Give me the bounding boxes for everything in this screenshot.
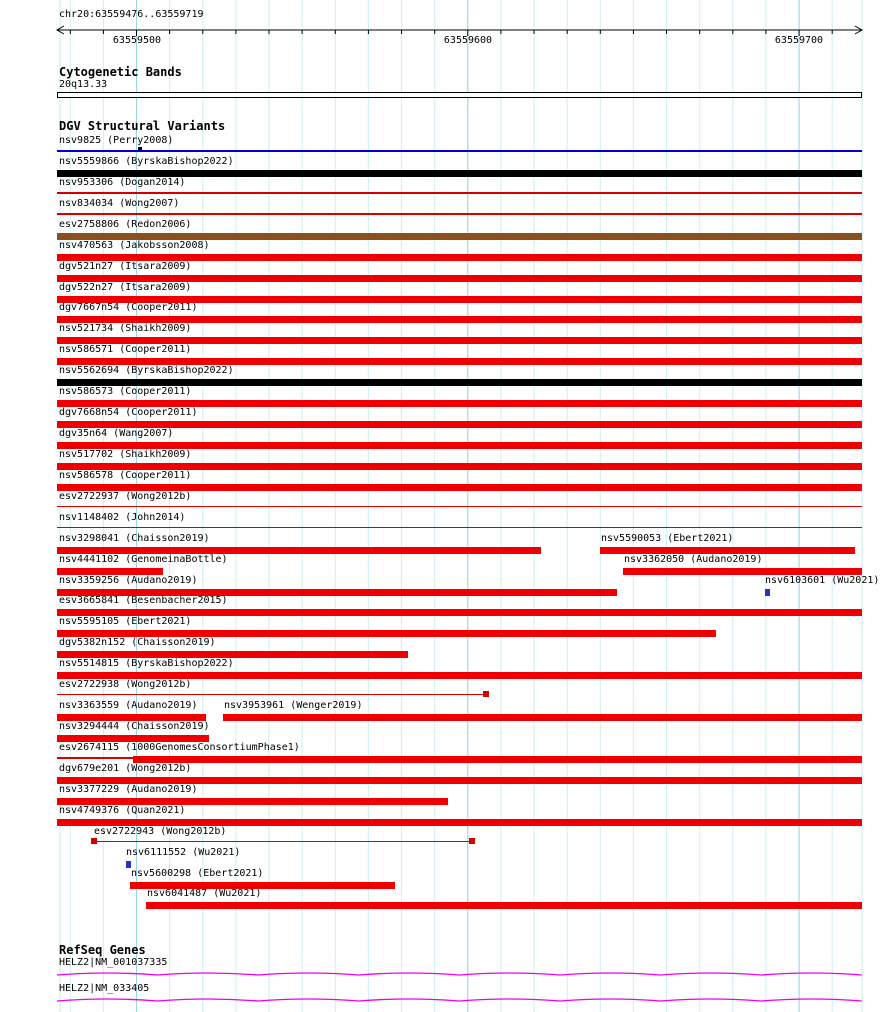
variant-bar-nsv586571[interactable] [57,358,862,365]
variant-line-nsv9825[interactable] [57,150,862,152]
variant-bar-nsv586573[interactable] [57,400,862,407]
variant-label-nsv3953961: nsv3953961 (Wenger2019) [224,700,363,711]
variant-bar-dgv7668n54[interactable] [57,421,862,428]
variant-label-nsv3377229: nsv3377229 (Audano2019) [59,784,198,795]
variant-label-nsv586573: nsv586573 (Cooper2011) [59,386,192,397]
variant-label-dgv522n27: dgv522n27 (Itsara2009) [59,282,192,293]
variant-line-esv2722938[interactable] [57,694,488,695]
variant-label-nsv5559866: nsv5559866 (ByrskaBishop2022) [59,156,234,167]
variant-bar-nsv521734[interactable] [57,337,862,344]
variant-label-esv2722938: esv2722938 (Wong2012b) [59,679,192,690]
variant-label-nsv5590053: nsv5590053 (Ebert2021) [601,533,734,544]
variant-bar-nsv3298041[interactable] [57,547,541,554]
variant-bar-nsv5595105[interactable] [57,630,716,637]
variant-bar-esv2674115[interactable] [133,756,862,763]
variant-bar-nsv3294444[interactable] [57,735,209,742]
variant-bar-nsv5590053[interactable] [600,547,855,554]
variant-point-marker-nsv6111552[interactable] [126,861,131,868]
variant-line-esv2722937[interactable] [57,506,862,507]
variant-line-nsv1148402[interactable] [57,527,862,528]
variant-label-nsv521734: nsv521734 (Shaikh2009) [59,323,192,334]
section-title-cytogenetic-bands: Cytogenetic Bands [59,65,182,79]
variant-marker-tick-nsv9825 [138,147,142,150]
variant-bar-nsv5559866[interactable] [57,170,862,177]
variant-label-nsv3363559: nsv3363559 (Audano2019) [59,700,198,711]
cytoband-bar [57,92,862,98]
variant-label-esv2722937: esv2722937 (Wong2012b) [59,491,192,502]
variant-label-nsv6103601: nsv6103601 (Wu2021) [765,575,880,586]
variant-bar-nsv586578[interactable] [57,484,862,491]
gene-label-helz2-nm001037335: HELZ2|NM_001037335 [59,957,168,968]
variant-label-nsv9825: nsv9825 (Perry2008) [59,135,174,146]
variant-label-nsv3362050: nsv3362050 (Audano2019) [624,554,763,565]
variant-label-nsv834034: nsv834034 (Wong2007) [59,198,180,209]
variant-bar-nsv4749376[interactable] [57,819,862,826]
variant-bar-nsv3363559[interactable] [57,714,206,721]
section-title-refseq-genes: RefSeq Genes [59,943,146,957]
variant-bar-dgv5382n152[interactable] [57,651,408,658]
variant-line-nsv834034[interactable] [57,213,862,215]
variant-endbox-right-esv2722938[interactable] [483,691,489,697]
variant-label-nsv5595105: nsv5595105 (Ebert2021) [59,616,192,627]
variant-bar-nsv6041487[interactable] [146,902,862,909]
variant-bar-nsv5562694[interactable] [57,379,862,386]
variant-label-dgv7667n54: dgv7667n54 (Cooper2011) [59,302,198,313]
variant-label-dgv7668n54: dgv7668n54 (Cooper2011) [59,407,198,418]
variant-label-dgv679e201: dgv679e201 (Wong2012b) [59,763,192,774]
variant-label-nsv3294444: nsv3294444 (Chaisson2019) [59,721,210,732]
variant-label-nsv3359256: nsv3359256 (Audano2019) [59,575,198,586]
variant-label-nsv470563: nsv470563 (Jakobsson2008) [59,240,210,251]
variant-label-dgv35n64: dgv35n64 (Wang2007) [59,428,174,439]
variant-bar-nsv3377229[interactable] [57,798,448,805]
variant-label-dgv5382n152: dgv5382n152 (Chaisson2019) [59,637,216,648]
variant-label-nsv953306: nsv953306 (Dogan2014) [59,177,186,188]
variant-point-marker-nsv6103601[interactable] [765,589,770,596]
variant-label-nsv4749376: nsv4749376 (Quan2021) [59,805,186,816]
variant-label-nsv586571: nsv586571 (Cooper2011) [59,344,192,355]
variant-label-esv3665841: esv3665841 (Besenbacher2015) [59,595,228,606]
variant-leading-line-esv2674115[interactable] [57,757,133,759]
variant-bar-dgv521n27[interactable] [57,275,862,282]
variant-bar-nsv517702[interactable] [57,463,862,470]
ruler-tick-label: 63559500 [112,35,162,46]
gene-label-helz2-nm033405: HELZ2|NM_033405 [59,983,150,994]
variant-label-nsv586578: nsv586578 (Cooper2011) [59,470,192,481]
variant-label-nsv6041487: nsv6041487 (Wu2021) [147,888,262,899]
variant-bar-nsv5514815[interactable] [57,672,862,679]
variant-label-nsv5562694: nsv5562694 (ByrskaBishop2022) [59,365,234,376]
variant-line-esv2722943[interactable] [93,841,474,842]
ruler-tick-label: 63559600 [443,35,493,46]
gene-intron-line-0[interactable] [57,973,862,975]
ruler-tick-label: 63559700 [774,35,824,46]
variant-label-esv2674115: esv2674115 (1000GenomesConsortiumPhase1) [59,742,300,753]
region-title: chr20:63559476..63559719 [59,9,204,20]
variant-label-nsv5514815: nsv5514815 (ByrskaBishop2022) [59,658,234,669]
variant-bar-esv2758806[interactable] [57,233,862,240]
variant-label-nsv5600298: nsv5600298 (Ebert2021) [131,868,264,879]
variant-label-nsv3298041: nsv3298041 (Chaisson2019) [59,533,210,544]
variant-bar-dgv679e201[interactable] [57,777,862,784]
variant-bar-nsv3953961[interactable] [223,714,862,721]
variant-endbox-right-esv2722943[interactable] [469,838,475,844]
variant-line-nsv953306[interactable] [57,192,862,194]
variant-bar-nsv470563[interactable] [57,254,862,261]
variant-bar-nsv3362050[interactable] [623,568,862,575]
variant-label-esv2758806: esv2758806 (Redon2006) [59,219,192,230]
cytoband-name: 20q13.33 [59,79,108,90]
variant-label-dgv521n27: dgv521n27 (Itsara2009) [59,261,192,272]
variant-bar-esv3665841[interactable] [57,609,862,616]
gene-intron-line-1[interactable] [57,999,862,1001]
variant-label-esv2722943: esv2722943 (Wong2012b) [94,826,227,837]
variant-bar-dgv7667n54[interactable] [57,316,862,323]
variant-label-nsv517702: nsv517702 (Shaikh2009) [59,449,192,460]
variant-label-nsv6111552: nsv6111552 (Wu2021) [126,847,241,858]
variant-bar-nsv4441102[interactable] [57,568,163,575]
variant-label-nsv1148402: nsv1148402 (John2014) [59,512,186,523]
variant-label-nsv4441102: nsv4441102 (GenomeinaBottle) [59,554,228,565]
section-title-dgv-structural-variants: DGV Structural Variants [59,119,226,133]
variant-endbox-left-esv2722943[interactable] [91,838,97,844]
variant-bar-dgv35n64[interactable] [57,442,862,449]
